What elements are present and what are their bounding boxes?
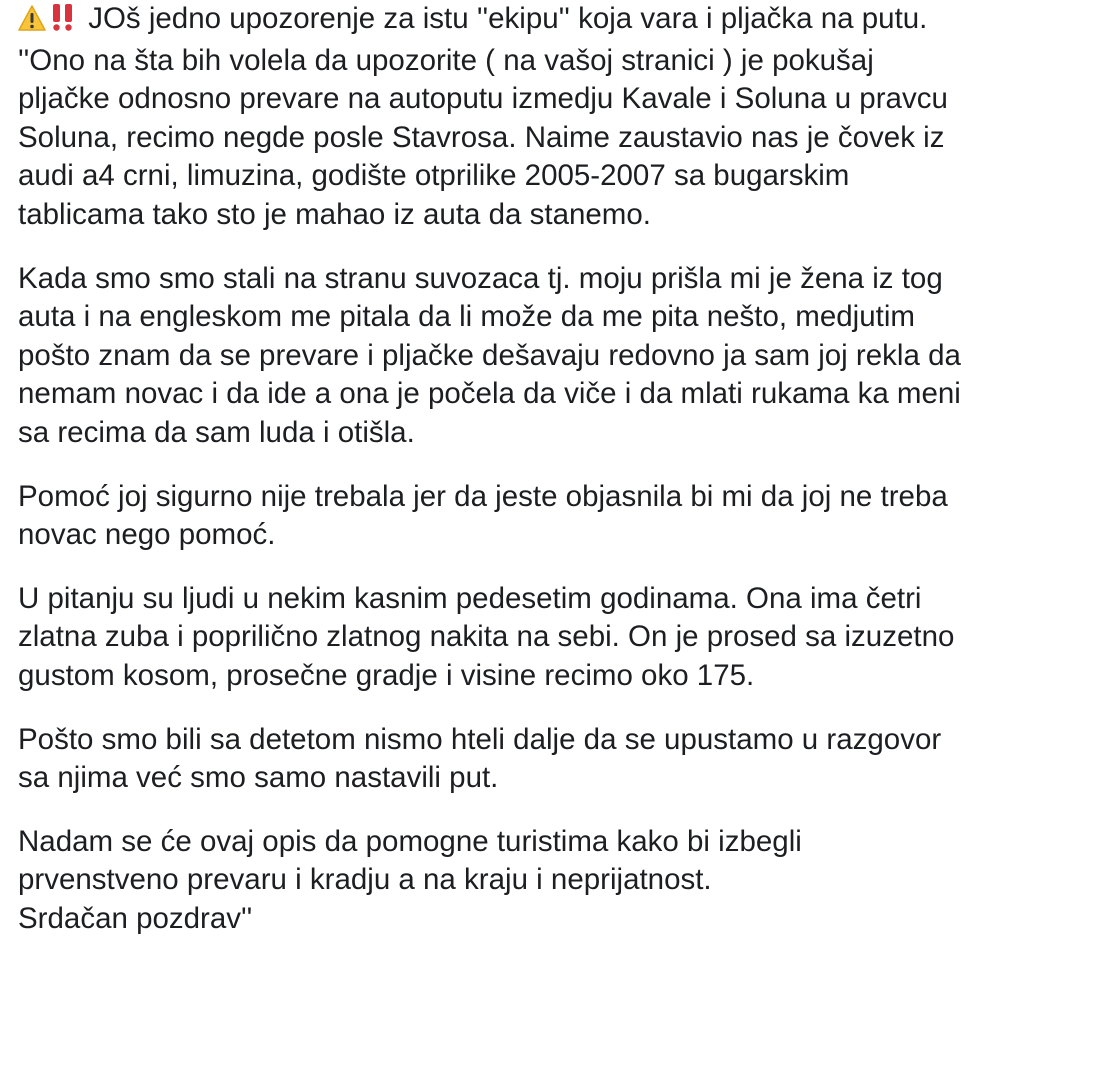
text-line: pošto znam da se prevare i pljačke dešavaju redovno ja sam joj rekla da (18, 338, 961, 372)
text-line: pljačke odnosno prevare na autoputu izmedju Kavale i Soluna u pravcu (18, 82, 948, 116)
text-line: Kada smo smo stali na stranu suvozaca tj. moju prišla mi je žena iz tog (18, 261, 943, 295)
text-line: sa recima da sam luda i otišla. (18, 415, 415, 449)
text-line: prvenstveno prevaru i kradju a na kraju i neprijatnost. (18, 863, 712, 897)
paragraph-3 (18, 478, 1100, 555)
text-line: zlatna zuba i poprilično zlatnog nakita na sebi. On je prosed sa izuzetno (18, 620, 955, 654)
text-line: Pošto smo bili sa detetom nismo hteli dalje da se upustamo u razgovor (18, 722, 942, 756)
double-exclamation-icon (50, 3, 76, 42)
text-line: audi a4 crni, limuzina, godište otprilike 2005-2007 sa bugarskim (18, 159, 850, 193)
paragraph-2 (18, 260, 1100, 453)
text-line: Srdačan pozdrav'' (18, 901, 253, 935)
text-line: gustom kosom, prosečne gradje i visine recimo oko 175. (18, 658, 755, 692)
text-line (18, 0, 1100, 42)
text-line: ''Ono na šta bih volela da upozorite ( na vašoj stranici ) je pokušaj (18, 43, 874, 77)
text-line: novac nego pomoć. (18, 518, 276, 552)
paragraph-5 (18, 721, 1100, 798)
paragraph-4 (18, 580, 1100, 696)
paragraph-1 (18, 0, 1100, 235)
text-line: U pitanju su ljudi u nekim kasnim pedesetim godinama. Ona ima četri (18, 581, 922, 615)
text-line: nemam novac i da ide a ona je počela da viče i da mlati rukama ka meni (18, 377, 961, 411)
warning-icon (18, 3, 46, 42)
paragraph-6 (18, 823, 1100, 939)
text-line: tablicama tako sto je mahao iz auta da stanemo. (18, 197, 651, 231)
line-text: JOš jedno upozorenje za istu ''ekipu'' koja vara i pljačka na putu. (88, 2, 928, 35)
text-line: sa njima već smo samo nastavili put. (18, 761, 499, 795)
post-text (18, 0, 1100, 963)
text-line: Pomoć joj sigurno nije trebala jer da jeste objasnila bi mi da joj ne treba (18, 479, 948, 513)
text-line: auta i na engleskom me pitala da li može da me pita nešto, medjutim (18, 300, 915, 334)
text-line: Soluna, recimo negde posle Stavrosa. Naime zaustavio nas je čovek iz (18, 120, 945, 154)
text-line: Nadam se će ovaj opis da pomogne turistima kako bi izbegli (18, 824, 802, 858)
